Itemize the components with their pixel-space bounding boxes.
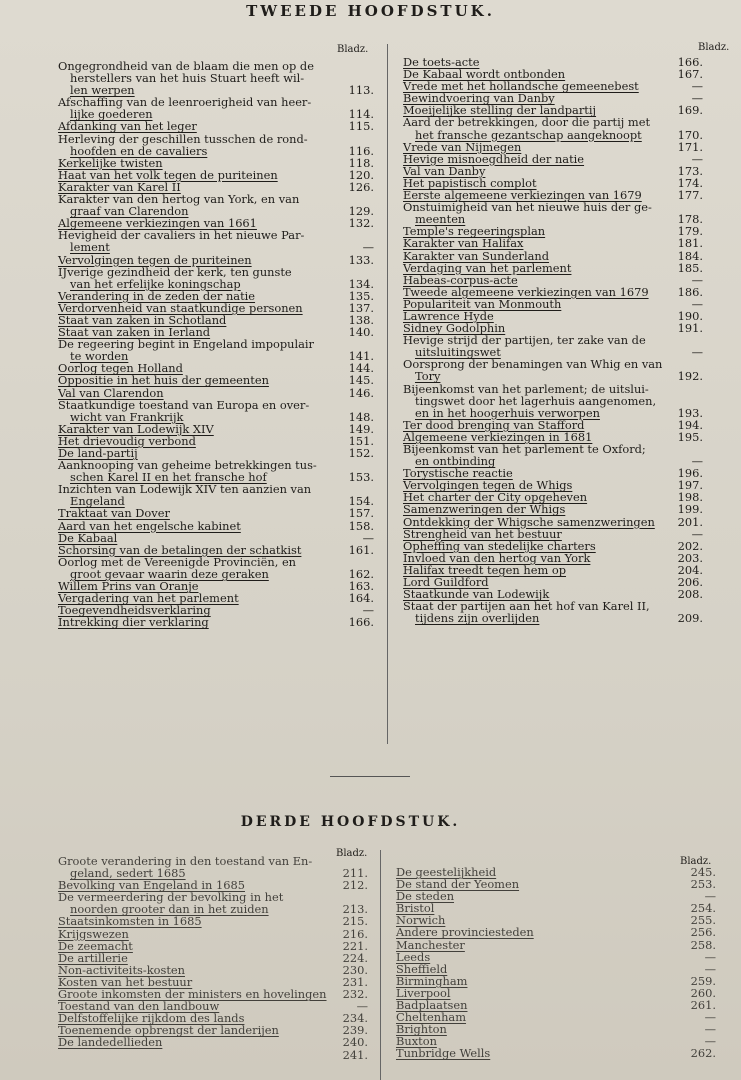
toc-entry-page: 154. xyxy=(348,494,374,509)
toc-entry-title: Halifax treedt tegen hem op xyxy=(403,562,567,577)
toc-entry-title: uitsluitingswet xyxy=(415,345,501,360)
toc-entry-title: Krijgswezen xyxy=(58,926,129,941)
toc-entry-page: — xyxy=(691,345,703,360)
toc-entry-title: Moeijelijke stelling der landpartij xyxy=(403,103,597,118)
toc-entry-title: Norwich xyxy=(396,913,446,928)
toc-entry-page: — xyxy=(704,889,716,904)
toc-entry-page: 141. xyxy=(348,349,374,364)
toc-entry-title: en ontbinding xyxy=(415,454,496,469)
toc-entry-title: Ongegrondheid van de blaam die men op de xyxy=(58,59,314,73)
toc-entry-title: Afschaffing van de leenroerigheid van heer- xyxy=(58,95,312,110)
toc-entry-page: — xyxy=(704,949,716,964)
toc-entry-page: 151. xyxy=(348,433,374,448)
toc-entry-title: De toets-acte xyxy=(403,55,480,69)
toc-entry-page: — xyxy=(704,1034,716,1049)
chapter-heading-derde: DERDE HOOFDSTUK. xyxy=(240,814,461,830)
toc-entry-title: Habeas-corpus-acte xyxy=(403,272,518,287)
toc-entry-title: Buxton xyxy=(396,1034,437,1049)
toc-entry xyxy=(58,254,374,266)
toc-entry-page: 239. xyxy=(342,1023,368,1038)
chapter-heading-tweede: TWEEDE HOOFDSTUK. xyxy=(246,2,495,20)
toc-entry-title: lijke goederen xyxy=(70,107,153,122)
toc-entry-title: geland, sedert 1685 xyxy=(70,866,186,881)
toc-entry-title: Samenzweringen der Whigs xyxy=(403,502,566,517)
column-divider xyxy=(387,44,388,744)
toc-entry-page: 181. xyxy=(677,236,703,251)
toc-entry-page: 158. xyxy=(348,518,374,533)
toc-entry-title: Vervolgingen tegen de puriteinen xyxy=(58,252,252,267)
toc-entry-title: Oorsprong der benamingen van Whig en van xyxy=(403,357,663,372)
toc-entry-page: — xyxy=(704,1022,716,1037)
toc-entry-page: 199. xyxy=(677,502,703,517)
toc-entry-title: Aard der betrekkingen, door die partij met xyxy=(403,115,651,130)
toc-entry-page: 145. xyxy=(348,373,374,388)
bladz-label-left: Bladz. xyxy=(337,44,369,55)
toc-entry-page: 132. xyxy=(348,216,374,231)
toc-entry-title: len werpen xyxy=(70,83,135,98)
toc-entry-page: 256. xyxy=(690,925,716,940)
toc-entry-title: Vervolgingen tegen de Whigs xyxy=(403,478,573,493)
toc-entry-page: — xyxy=(691,151,703,166)
toc-entry-page: 179. xyxy=(677,224,703,239)
toc-entry-title: Tory xyxy=(415,369,441,384)
toc-entry-page: 178. xyxy=(677,212,703,227)
toc-entry-page: 170. xyxy=(677,127,703,142)
toc-entry-title: Staatsinkomsten in 1685 xyxy=(58,914,202,929)
toc-entry-page: 120. xyxy=(348,167,374,182)
toc-entry-page: 201. xyxy=(677,514,703,529)
toc-entry-page: 135. xyxy=(348,288,374,303)
toc-entry-page: 146. xyxy=(348,385,374,400)
toc-entry-title: groot gevaar waarin deze geraken xyxy=(70,566,269,581)
toc-entry xyxy=(396,939,716,951)
toc-entry-title: Eerste algemeene verkiezingen van 1679 xyxy=(403,188,642,203)
toc-entry-page: 209. xyxy=(677,611,703,626)
toc-entry xyxy=(396,926,716,938)
toc-entry-page: 185. xyxy=(677,260,703,275)
toc-entry xyxy=(403,237,703,249)
toc-entry-title: Onstuimigheid van het nieuwe huis der ge- xyxy=(403,200,652,215)
toc-entry-page: 241. xyxy=(342,1047,368,1062)
toc-entry xyxy=(403,274,703,286)
toc-entry-title: Leeds xyxy=(396,949,431,964)
bladz-label-right-3: Bladz. xyxy=(680,856,712,867)
toc-entry-title: Torystische reactie xyxy=(403,466,513,481)
toc-entry-page: 203. xyxy=(677,550,703,565)
toc-entry-page: 163. xyxy=(348,579,374,594)
toc-entry-page: 184. xyxy=(677,248,703,263)
toc-entry-page: 221. xyxy=(342,938,368,953)
toc-entry xyxy=(403,262,703,274)
toc-entry-page: 138. xyxy=(348,312,374,327)
section-separator xyxy=(330,776,410,777)
toc-entry-page: — xyxy=(704,961,716,976)
toc-entry xyxy=(403,528,703,540)
toc-entry xyxy=(403,129,703,141)
toc-entry-page: 193. xyxy=(677,405,703,420)
toc-entry-title: Het papistisch complot xyxy=(403,175,537,190)
toc-right-column-3 xyxy=(396,866,716,1060)
toc-entry-title: Traktaat van Dover xyxy=(58,506,170,521)
toc-entry-title: Staatkundige toestand van Europa en over- xyxy=(58,397,310,412)
toc-entry-title: Staatkunde van Lodewijk xyxy=(403,587,550,602)
toc-entry-page: 197. xyxy=(677,478,703,493)
toc-entry-page: — xyxy=(362,240,374,255)
toc-entry xyxy=(58,145,374,157)
toc-entry-page: 240. xyxy=(342,1035,368,1050)
toc-entry-page: — xyxy=(691,91,703,106)
toc-entry-title: Sidney Godolphin xyxy=(403,321,506,336)
toc-entry-page: 153. xyxy=(348,470,374,485)
toc-entry-page: 255. xyxy=(690,913,716,928)
toc-entry-page: 195. xyxy=(677,429,703,444)
toc-entry-page: — xyxy=(362,603,374,618)
toc-entry xyxy=(403,358,703,370)
toc-entry-title: Manchester xyxy=(396,937,465,952)
bladz-label-left-3: Bladz. xyxy=(336,848,368,859)
toc-entry xyxy=(58,387,374,399)
toc-entry-title: Vergadering van het parlement xyxy=(58,591,239,606)
toc-entry-page: 186. xyxy=(677,284,703,299)
toc-entry-title: Badplaatsen xyxy=(396,998,468,1013)
toc-entry-page: 196. xyxy=(677,466,703,481)
toc-entry-page: 152. xyxy=(348,446,374,460)
toc-entry-title: Bijeenkomst van het parlement; de uitslui- xyxy=(403,381,649,396)
toc-entry-title: IJverige gezindheid der kerk, ten gunste xyxy=(58,264,292,279)
toc-entry-title: Algemeene verkiezingen in 1681 xyxy=(403,429,593,444)
toc-entry xyxy=(58,241,374,253)
toc-entry-title: Val van Clarendon xyxy=(58,385,164,400)
toc-entry-title: Toegevendheidsverklaring xyxy=(58,603,211,618)
toc-entry-title: De Kabaal wordt ontbonden xyxy=(403,67,566,82)
toc-entry-title: Kosten van het bestuur xyxy=(58,974,193,989)
toc-left-column xyxy=(58,60,374,628)
toc-entry-page: 169. xyxy=(677,103,703,118)
toc-entry-title: Vrede van Nijmegen xyxy=(403,139,522,154)
toc-entry-page: 261. xyxy=(690,998,716,1013)
toc-entry-page: 167. xyxy=(677,67,703,82)
toc-entry-page: 157. xyxy=(348,506,374,521)
toc-entry-title: De land-partij xyxy=(58,446,138,460)
toc-entry-title: Delfstoffelijke rijkdom des lands xyxy=(58,1011,245,1026)
toc-entry-title: Verdaging van het parlement xyxy=(403,260,572,275)
toc-left-column-3 xyxy=(58,855,368,1061)
toc-entry-title: Toestand van den landbouw xyxy=(58,999,220,1014)
toc-entry-title: Het drievoudig verbond xyxy=(58,433,196,448)
toc-entry-page: 254. xyxy=(690,901,716,916)
toc-entry-page: 213. xyxy=(342,902,368,917)
toc-entry-title: De landedellieden xyxy=(58,1035,163,1050)
toc-entry-title: Birmingham xyxy=(396,973,468,988)
toc-entry-title: Bristol xyxy=(396,901,435,916)
toc-entry-title: Hevigheid der cavaliers in het nieuwe Par- xyxy=(58,228,305,243)
toc-entry-title: noorden grooter dan in het zuiden xyxy=(70,902,269,917)
toc-entry-page: 234. xyxy=(342,1011,368,1026)
toc-entry-title: van het erfelijke koningschap xyxy=(70,276,241,291)
toc-entry-page: 137. xyxy=(348,300,374,315)
toc-entry-page: 206. xyxy=(677,575,703,590)
toc-entry-title: Val van Danby xyxy=(403,163,486,178)
toc-entry-title: Staat der partijen aan het hof van Karel II, xyxy=(403,599,650,614)
toc-entry xyxy=(58,520,374,532)
toc-entry-title: Afdanking van het leger xyxy=(58,119,197,134)
toc-entry-page: 115. xyxy=(348,119,374,134)
toc-entry-title: herstellers van het huis Stuart heeft wil- xyxy=(70,71,305,86)
toc-entry-page: 259. xyxy=(690,973,716,988)
toc-entry-title: Temple's regeeringsplan xyxy=(403,224,546,239)
toc-entry-page: 212. xyxy=(342,878,368,893)
toc-entry xyxy=(58,1049,368,1061)
toc-entry-page: 173. xyxy=(677,163,703,178)
toc-entry xyxy=(58,940,368,952)
toc-entry-title: graaf van Clarendon xyxy=(70,204,189,219)
toc-entry-page: 232. xyxy=(342,987,368,1002)
toc-entry-page: 202. xyxy=(677,538,703,553)
toc-entry-page: 198. xyxy=(677,490,703,505)
toc-right-column xyxy=(403,56,703,624)
toc-entry-title: lement xyxy=(70,240,110,255)
toc-entry xyxy=(58,507,374,519)
toc-entry-title: Lord Guildford xyxy=(403,575,489,590)
toc-entry xyxy=(58,133,374,145)
toc-entry-page: 192. xyxy=(677,369,703,384)
toc-entry-title: Algemeene verkiezingen van 1661 xyxy=(58,216,257,231)
toc-entry-title: en in het hoogerhuis verworpen xyxy=(415,405,600,420)
toc-entry-title: Engeland xyxy=(70,494,125,509)
toc-entry-page: 260. xyxy=(690,985,716,1000)
toc-entry xyxy=(58,532,374,544)
toc-entry-title: Groote verandering in den toestand van En- xyxy=(58,854,313,868)
toc-entry xyxy=(403,383,703,395)
toc-entry-title: Intrekking dier verklaring xyxy=(58,615,209,630)
toc-entry-page: 224. xyxy=(342,950,368,965)
toc-entry-title: Kerkelijke twisten xyxy=(58,155,163,170)
toc-entry-title: De geestelijkheid xyxy=(396,865,497,879)
toc-entry xyxy=(403,370,703,382)
toc-entry xyxy=(403,395,703,407)
toc-entry-page: 194. xyxy=(677,417,703,432)
toc-entry-page: 140. xyxy=(348,325,374,340)
toc-entry-page: 148. xyxy=(348,409,374,424)
toc-entry-title: Schorsing van de betalingen der schatkist xyxy=(58,542,302,557)
toc-entry-title: Sheffield xyxy=(396,961,448,976)
toc-entry xyxy=(58,915,368,927)
toc-entry xyxy=(58,928,368,940)
toc-entry xyxy=(403,516,703,528)
toc-entry xyxy=(403,407,703,419)
toc-entry xyxy=(58,411,374,423)
toc-entry-title: Karakter van Lodewijk XIV xyxy=(58,421,214,436)
toc-entry-title: wicht van Frankrijk xyxy=(70,409,184,424)
toc-entry-title: Verdorvenheid van staatkundige personen xyxy=(58,300,303,315)
toc-entry-page: 245. xyxy=(690,865,716,879)
toc-entry-title: Karakter van Halifax xyxy=(403,236,524,251)
bladz-label-right: Bladz. xyxy=(698,42,730,53)
toc-entry-title: Aard van het engelsche kabinet xyxy=(58,518,241,533)
toc-entry-title: Brighton xyxy=(396,1022,447,1037)
toc-entry-title: Groote inkomsten der ministers en hovelingen xyxy=(58,987,327,1002)
toc-entry-page: 149. xyxy=(348,421,374,436)
toc-entry-title: Willem Prins van Oranje xyxy=(58,579,199,594)
toc-entry-page: 177. xyxy=(677,188,703,203)
toc-entry-page: — xyxy=(691,296,703,311)
toc-entry-title: Hevige strijd der partijen, ter zake van de xyxy=(403,333,646,348)
toc-entry-title: Herleving der geschillen tusschen de rond- xyxy=(58,131,308,146)
toc-entry-title: Karakter van Karel II xyxy=(58,179,181,194)
toc-entry xyxy=(58,374,374,386)
toc-entry-title: Staat van zaken in Schotland xyxy=(58,312,227,327)
toc-entry-title: Bevolking van Engeland in 1685 xyxy=(58,878,245,893)
toc-entry-page: 253. xyxy=(690,877,716,892)
toc-entry-title: Hevige misnoegdheid der natie xyxy=(403,151,585,166)
toc-entry-title: Ontdekking der Whigsche samenzweringen xyxy=(403,514,655,529)
toc-entry-page: 144. xyxy=(348,361,374,376)
toc-entry-page: — xyxy=(691,454,703,469)
toc-entry-title: Tunbridge Wells xyxy=(396,1046,491,1061)
toc-entry-page: 134. xyxy=(348,276,374,291)
toc-entry-page: 164. xyxy=(348,591,374,606)
toc-entry-title: Tweede algemeene verkiezingen van 1679 xyxy=(403,284,649,299)
toc-entry xyxy=(403,503,703,515)
toc-entry-title: De Kabaal xyxy=(58,530,118,545)
toc-entry xyxy=(396,1047,716,1059)
toc-entry-title: Het charter der City opgeheven xyxy=(403,490,588,505)
toc-entry-title: tijdens zijn overlijden xyxy=(415,611,540,626)
toc-entry-title: Lawrence Hyde xyxy=(403,308,494,323)
toc-entry-title: De artillerie xyxy=(58,950,128,965)
toc-entry-page: 166. xyxy=(348,615,374,630)
toc-entry-page: 258. xyxy=(690,937,716,952)
toc-entry-title: Oppositie in het huis der gemeenten xyxy=(58,373,269,388)
toc-entry-title: De zeemacht xyxy=(58,938,133,953)
toc-entry-title: Inzichten van Lodewijk XIV ten aanzien van xyxy=(58,482,312,497)
toc-entry xyxy=(396,1023,716,1035)
toc-entry-page: — xyxy=(691,526,703,541)
toc-entry-title: tingswet door het lagerhuis aangenomen, xyxy=(415,393,657,408)
toc-entry xyxy=(58,399,374,411)
toc-entry-page: 191. xyxy=(677,321,703,336)
toc-entry-title: De steden xyxy=(396,889,455,904)
toc-entry-page: 204. xyxy=(677,562,703,577)
toc-entry-page: 166. xyxy=(677,55,703,69)
toc-entry xyxy=(403,612,703,624)
toc-entry-title: Non-activiteits-kosten xyxy=(58,962,185,977)
toc-entry-page: 190. xyxy=(677,308,703,323)
toc-entry xyxy=(58,1036,368,1048)
toc-entry xyxy=(403,250,703,262)
toc-entry-title: Staat van zaken in Ierland xyxy=(58,325,211,340)
toc-entry-page: 174. xyxy=(677,175,703,190)
toc-entry-title: hoofden en de cavaliers xyxy=(70,143,208,158)
toc-entry-page: 118. xyxy=(348,155,374,170)
toc-entry-page: 161. xyxy=(348,542,374,557)
toc-entry-title: Invloed van den hertog van York xyxy=(403,550,591,565)
toc-entry-page: — xyxy=(704,1010,716,1025)
toc-entry-page: 126. xyxy=(348,179,374,194)
toc-entry-title: Oorlog met de Vereenigde Provinciën, en xyxy=(58,554,297,569)
toc-entry-page: — xyxy=(362,530,374,545)
toc-entry-page: 208. xyxy=(677,587,703,602)
toc-entry-page: 129. xyxy=(348,204,374,219)
toc-entry-title: Cheltenham xyxy=(396,1010,467,1025)
toc-entry-page: 262. xyxy=(690,1046,716,1061)
toc-entry-page: 113. xyxy=(348,83,374,98)
toc-entry-page: 162. xyxy=(348,566,374,581)
toc-entry-title: Toenemende opbrengst der landerijen xyxy=(58,1023,279,1038)
toc-entry xyxy=(396,890,716,902)
toc-entry-title: Haat van het volk tegen de puriteinen xyxy=(58,167,278,182)
toc-entry-title: De stand der Yeomen xyxy=(396,877,520,892)
toc-entry-title: te worden xyxy=(70,349,129,364)
toc-entry-page: 211. xyxy=(342,866,368,881)
toc-entry xyxy=(396,951,716,963)
toc-entry-title: De vermeerdering der bevolking in het xyxy=(58,890,284,905)
toc-entry xyxy=(58,120,374,132)
toc-entry-page: 116. xyxy=(348,143,374,158)
toc-entry-title: Andere provinciesteden xyxy=(396,925,534,940)
toc-entry-page: — xyxy=(691,272,703,287)
toc-entry-page: 231. xyxy=(342,974,368,989)
toc-entry-title: Bijeenkomst van het parlement te Oxford; xyxy=(403,442,646,456)
toc-entry-page: 114. xyxy=(348,107,374,122)
toc-entry-title: Karakter van den hertog van York, en van xyxy=(58,192,300,207)
toc-entry-title: Ter dood brenging van Stafford xyxy=(403,417,585,432)
toc-entry-title: Vrede met het hollandsche gemeenebest xyxy=(403,79,639,94)
toc-entry-title: schen Karel II en het fransche hof xyxy=(70,470,267,485)
toc-entry-title: Liverpool xyxy=(396,985,451,1000)
toc-entry-page: — xyxy=(356,999,368,1014)
toc-entry xyxy=(58,278,374,290)
toc-entry-title: Populariteit van Monmouth xyxy=(403,296,562,311)
toc-entry-title: Strengheid van het bestuur xyxy=(403,526,562,541)
toc-entry-title: Aanknooping van geheime betrekkingen tus- xyxy=(58,458,317,473)
toc-entry-title: meenten xyxy=(415,212,466,227)
toc-entry-title: Karakter van Sunderland xyxy=(403,248,550,263)
toc-entry-title: Bewindvoering van Danby xyxy=(403,91,555,106)
toc-entry-page: 215. xyxy=(342,914,368,929)
toc-entry-title: het fransche gezantschap aangeknoopt xyxy=(415,127,642,142)
toc-entry-page: 216. xyxy=(342,926,368,941)
toc-entry-title: Opheffing van stedelijke charters xyxy=(403,538,596,553)
toc-entry-title: Oorlog tegen Holland xyxy=(58,361,183,376)
toc-entry xyxy=(403,116,703,128)
toc-entry xyxy=(58,616,374,628)
toc-entry-page: 133. xyxy=(348,252,374,267)
toc-entry-page: 171. xyxy=(677,139,703,154)
toc-entry xyxy=(58,266,374,278)
column-divider-3 xyxy=(380,850,381,1080)
toc-entry-title: De regeering begint in Engeland impopulair xyxy=(58,337,315,352)
toc-entry xyxy=(403,141,703,153)
toc-entry-title: Verandering in de zeden der natie xyxy=(58,288,256,303)
toc-entry-page: 230. xyxy=(342,962,368,977)
toc-entry-page: — xyxy=(691,79,703,94)
